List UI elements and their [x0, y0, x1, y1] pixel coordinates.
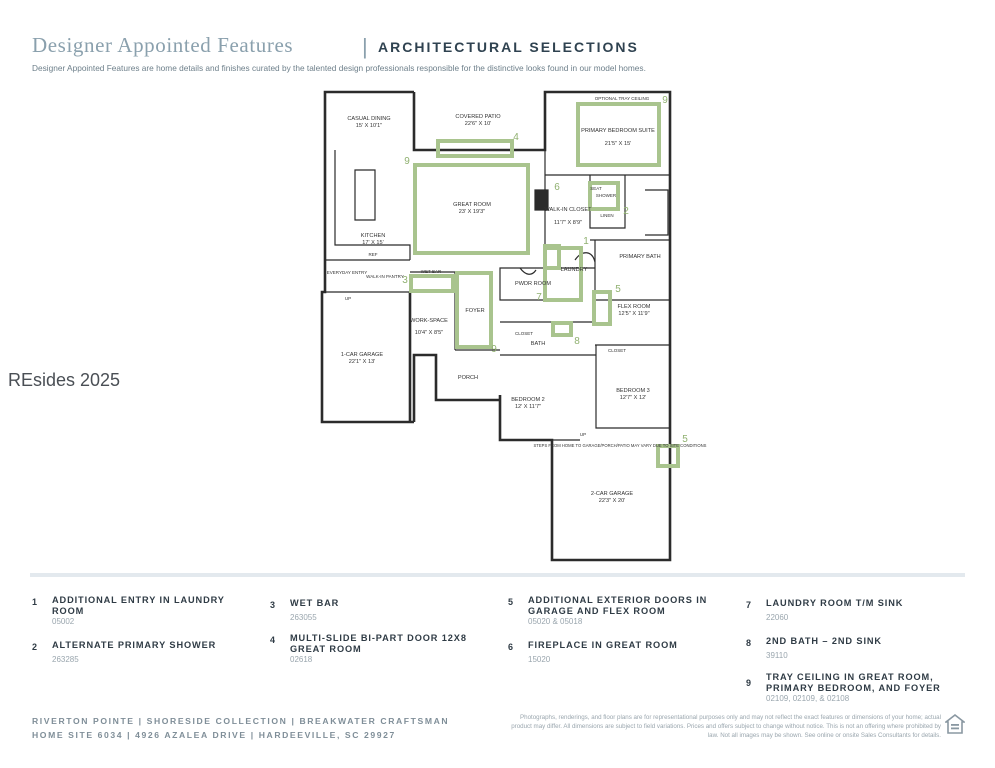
room-label: FOYER [465, 308, 485, 314]
feature-number: 6 [508, 642, 514, 652]
wall-outline-left [322, 92, 414, 422]
room-label: WORK-SPACE [410, 318, 448, 324]
callout-number: 5 [682, 434, 688, 445]
multi-slide-door [438, 141, 512, 156]
callout-number: 4 [513, 132, 519, 143]
title-separator: | [362, 34, 368, 59]
feature-code: 02109, 02109, & 02108 [766, 694, 850, 703]
room-dim: 10'4" X 8'5" [414, 330, 444, 336]
feature-number: 2 [32, 642, 38, 652]
room-label: UP [579, 432, 587, 437]
room-dim: 12' X 11'7" [514, 404, 542, 410]
page-subtitle: ARCHITECTURAL SELECTIONS [378, 39, 639, 55]
feature-code: 02618 [290, 655, 313, 664]
feature-name: LAUNDRY ROOM T/M SINK [766, 598, 904, 608]
address-line: HOME SITE 6034 | 4926 AZALEA DRIVE | HARDEEVILLE, SC 29927 [32, 730, 396, 740]
room-label: BEDROOM 3 [616, 388, 650, 394]
room-dim: 23' X 19'3" [458, 209, 486, 215]
room-label: WALK-IN PANTRY [366, 274, 404, 279]
wall-porch [414, 355, 500, 422]
feature-code: 22060 [766, 613, 789, 622]
room-dim: 12'7" X 12' [619, 395, 647, 401]
feature-code: 05002 [52, 617, 75, 626]
feature-number: 1 [32, 597, 38, 607]
laundry-sink [545, 248, 581, 300]
garage-door [658, 446, 678, 466]
feature-name: FIREPLACE IN GREAT ROOM [528, 640, 678, 650]
room-label: PORCH [457, 375, 479, 381]
divider [30, 573, 965, 577]
feature-name: ADDITIONAL ENTRY IN LAUNDRY ROOM [52, 595, 225, 616]
room-label: 1-CAR GARAGE [340, 352, 384, 358]
room-label: SHOWER [595, 193, 617, 198]
feature-number: 5 [508, 597, 514, 607]
wet-bar [411, 276, 453, 291]
feature-name: WET BAR [290, 598, 340, 608]
feature-number: 9 [746, 678, 752, 688]
equal-housing-icon [945, 714, 965, 734]
room-label: CASUAL DINING [347, 116, 391, 122]
callout-number: 3 [402, 275, 408, 286]
room-dim: 22'3" X 20' [598, 498, 626, 504]
disclaimer: Photographs, renderings, and floor plans are for representational purposes only and may not reflect the exact features or dimensions of your home; actual product may differ. All dimensions are subject to field variations. Prices and offers subject to change without notice. This is not an offering where prohibited by law. Not all images may be shown. See online or onsite Sales Consultants for details. [511, 714, 941, 739]
room-label: WET BAR [420, 269, 442, 274]
room-label: UP [344, 296, 352, 301]
wall-outline-right [500, 300, 670, 560]
plan-walls [322, 92, 670, 560]
room-dim: 21'5" X 15' [604, 141, 632, 147]
room-label: LINEN [600, 213, 614, 218]
feature-number: 8 [746, 638, 752, 648]
room-dim: 22'6" X 10' [464, 121, 492, 127]
room-label: CLOSET [607, 348, 627, 353]
room-label: PRIMARY BATH [619, 254, 661, 260]
room-label: REF [368, 252, 378, 257]
feature-code: 263285 [52, 655, 79, 664]
feature-name: TRAY CEILING IN GREAT ROOM, PRIMARY BEDROOM, AND FOYER [766, 672, 941, 693]
feature-code: 263055 [290, 613, 317, 622]
room-label: FLEX ROOM [617, 304, 651, 310]
room-label: PRIMARY BEDROOM SUITE [581, 128, 655, 134]
feature-number: 4 [270, 635, 276, 645]
feature-code: 05020 & 05018 [528, 617, 583, 626]
room-label: EVERYDAY ENTRY [326, 270, 368, 275]
room-dim: 12'5" X 11'9" [618, 311, 650, 317]
watermark: REsides 2025 [8, 370, 121, 390]
room-label: 2-CAR GARAGE [590, 491, 634, 497]
callout-number: 2 [623, 206, 629, 217]
callout-number: 8 [574, 336, 580, 347]
room-label: LAUNDRY [560, 267, 588, 273]
community-line: RIVERTON POINTE | SHORESIDE COLLECTION | BREAKWATER CRAFTSMAN [32, 716, 450, 726]
page-description: Designer Appointed Features are home details and finishes curated by the talented design professionals responsible for the distinctive looks found in our model homes. [32, 63, 646, 73]
callout-number: 1 [583, 236, 589, 247]
room-label: WALK-IN CLOSET [544, 207, 592, 213]
room-dim: 11'7" X 8'9" [553, 220, 583, 226]
feature-name: MULTI-SLIDE BI-PART DOOR 12X8 GREAT ROOM [290, 633, 467, 654]
room-label: KITCHEN [360, 233, 386, 239]
feature-name: ADDITIONAL EXTERIOR DOORS IN GARAGE AND FLEX ROOM [528, 595, 708, 616]
room-note: STEPS FROM HOME TO GARAGE/PORCH/PATIO MAY VARY DUE TO SITE CONDITIONS [533, 443, 707, 448]
callout-number: 7 [536, 292, 542, 303]
room-label: BATH [530, 341, 546, 347]
feature-number: 3 [270, 600, 276, 610]
callout-number: 9 [662, 95, 668, 106]
room-label: PWDR ROOM [514, 281, 552, 287]
room-note: OPTIONAL TRAY CEILING [594, 96, 650, 101]
tray-ceiling-primary-bedroom [578, 104, 659, 165]
callout-number: 9 [491, 344, 497, 355]
room-label: GREAT ROOM [453, 202, 491, 208]
room-label: SEAT [590, 186, 602, 191]
feature-name: 2ND BATH – 2ND SINK [766, 636, 882, 646]
callout-number: 5 [615, 284, 621, 295]
room-label: COVERED PATIO [455, 114, 501, 120]
room-dim: 22'1" X 13' [348, 359, 376, 365]
page-title: Designer Appointed Features [32, 33, 294, 57]
room-label: BEDROOM 2 [511, 397, 545, 403]
room-label: CLOSET [514, 331, 534, 336]
flex-room-door [594, 292, 610, 324]
feature-name: ALTERNATE PRIMARY SHOWER [52, 640, 217, 650]
callout-number: 6 [554, 182, 560, 193]
second-bath-sink [553, 323, 571, 335]
feature-code: 39110 [766, 651, 788, 660]
room-dim: 15' X 10'1" [355, 123, 383, 129]
callout-number: 9 [404, 156, 410, 167]
feature-code: 15020 [528, 655, 551, 664]
feature-number: 7 [746, 600, 752, 610]
room-dim: 17' X 15' [362, 240, 384, 246]
